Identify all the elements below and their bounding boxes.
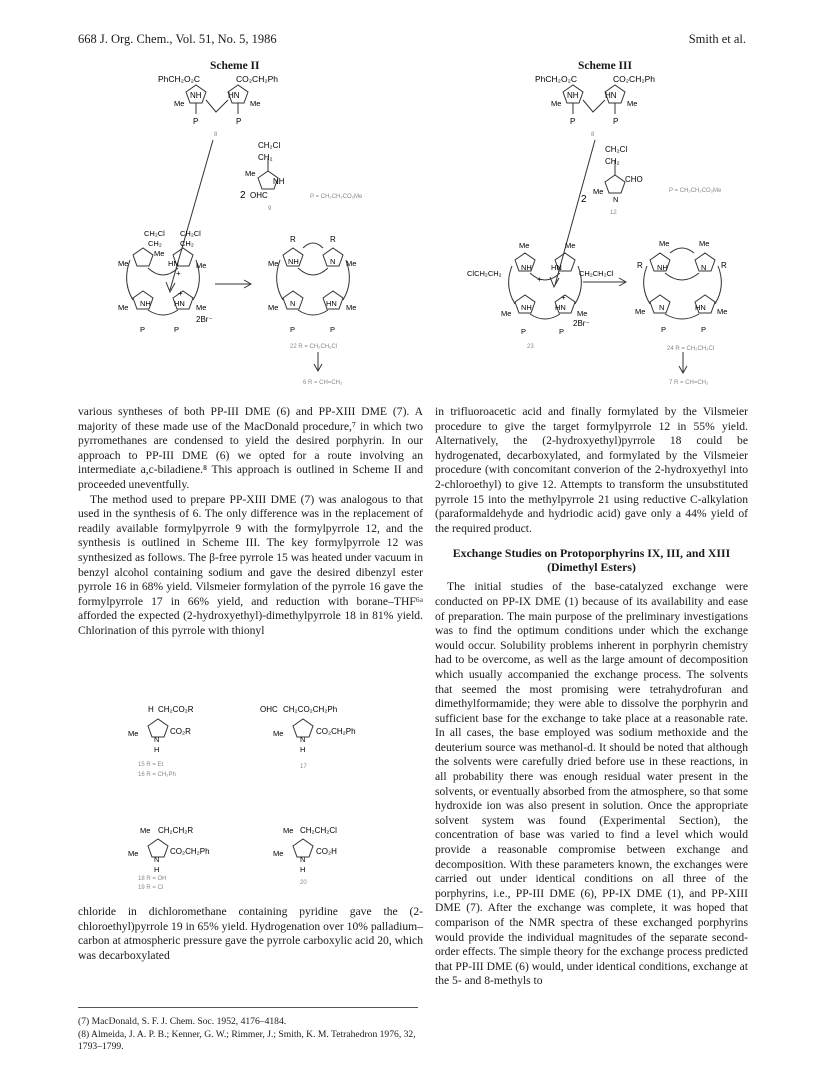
pyr-c-me: Me [128,849,139,858]
scheme-ii-title: Scheme II [210,60,260,72]
s2-bil-me1: Me [118,259,129,268]
footnote-rule [78,1007,418,1008]
pyr-b-h: H [300,745,306,754]
s2-por-n1: N [330,257,336,266]
s3-top-left: PhCH₂O₂C [535,74,578,84]
s2-bil-ch2cl-b: CH₂Cl [180,229,201,238]
s2-bil-ch2-b: CH₂ [180,239,194,248]
s3-top-right: CO₂CH₂Ph [613,74,656,84]
s2-p-definition: P = CH₂CH₂CO₂Me [310,194,363,200]
s2-label-22: 22 R = CH₂CH₂Cl [290,344,338,350]
pyr-label-17: 17 [300,764,307,770]
s3-por-hn: HN [695,303,706,312]
s3-por-nh: NH [657,263,668,272]
s3-por-p1: P [661,325,667,334]
s2-por-r2: R [330,235,336,244]
s2-ohc: OHC [250,191,268,200]
pyr-d-h: H [300,865,306,874]
pyr-d-top: CH₂CH₂Cl [300,826,337,835]
s2-por-me1: Me [268,259,279,268]
s2-por-n2: N [290,299,296,308]
s2-bil-nh: NH [140,299,151,308]
pyr-d-n: N [300,855,306,864]
s3-bil-br: 2Br⁻ [573,319,590,328]
s3-p1: P [570,117,576,126]
pyr-a-me: Me [128,729,139,738]
left-paragraph-3: chloride in dichloromethane containing pyridine gave the (2-chloroethyl)pyrrole 19 in 65% yield. Hydrogenation over 10% palladium–carbon at atmospheric pressure gave the pyrrole carboxylic acid 20, which was decarboxylated [78,905,423,962]
s2-bil-p2: P [174,325,180,334]
s3-label-24: 24 R = CH₂CH₂Cl [667,346,715,352]
s2-label-8: 8 [214,132,218,138]
s3-ch2cl: CH₂Cl [605,145,628,154]
s3-por-me-l: Me [635,307,646,316]
pyr-label-18: 18 R = OH [138,876,167,882]
s3-bil-me-r: Me [577,309,588,318]
pyr-c-top: CH₂CH₂R [158,826,194,835]
s3-por-n1: N [701,263,707,272]
s2-por-me2: Me [346,259,357,268]
s3-nh3: N [613,195,619,204]
s3-por-r2: R [721,261,727,270]
s3-bil-me-top1: Me [519,241,530,250]
s2-bil-plus1: + [176,269,181,278]
s3-ch2: CH₂ [605,157,620,166]
s2-por-nh: NH [288,257,299,266]
s3-label-8: 8 [591,132,595,138]
s3-label-12: 12 [610,210,617,216]
s2-two: 2 [240,190,246,201]
s2-nh3: NH [273,177,285,186]
pyr-b-me: Me [273,729,284,738]
scheme-iii-graphic [455,70,785,400]
s3-p-definition: P = CH₂CH₂CO₂Me [669,188,722,194]
footnote-7: (7) MacDonald, S. F. J. Chem. Soc. 1952, 4176–4184. [78,1016,287,1027]
s2-p2: P [236,117,242,126]
running-header-right: Smith et al. [688,32,746,46]
pyr-label-16: 16 R = CH₂Ph [138,772,176,778]
left-paragraph-1: various syntheses of both PP-III DME (6) and PP-XIII DME (7). A majority of these made use of the MacDonald procedure,⁷ in which two pyrromethanes are condensed to yield the desired porphyrin. In our approach to PP-III DME (6) we opted for a route involving an intermediate a,c-biladiene.⁸ This approach is outlined in Scheme II and proceeded uneventfully. [78,405,423,491]
s2-nh2: HN [228,91,240,100]
s2-top-left: PhCH₂O₂C [158,74,201,84]
s2-nh1: NH [190,91,202,100]
s3-two: 2 [581,194,587,205]
s3-por-p2: P [701,325,707,334]
right-column [435,405,748,989]
s2-bil-ch2-a: CH₂ [148,239,162,248]
s2-bil-me5: Me [196,303,207,312]
s2-ch2: CH₂ [258,153,273,162]
s3-bil-me-l: Me [501,309,512,318]
right-paragraph-1: in trifluoroacetic acid and finally formylated by the Vilsmeier procedure to give the target formylpyrrole 12 in 55% yield. Alternatively, the (2-hydroxyethyl)pyrrole 18 could be hydrogenated, decarboxylated, and formylated by the Vilsmeier procedure (with concomitant converion of the 2-hydroxyethyl into 2-chloroethyl) to give 12. Attempts to transform the unsubstituted pyrrole 15 into the methylpyrrole 21 using reductive C-alkylation (paraformaldehyde and hydriodic acid) gave only a 44% yield of the required product. [435,405,748,535]
s3-label-7: 7 R = CH=CH₂ [669,380,709,386]
scheme-ii-graphic [78,70,458,410]
running-header-left: 668 J. Org. Chem., Vol. 51, No. 5, 1986 [78,32,277,46]
s3-bil-p1: P [521,327,527,336]
pyr-c-me-top: Me [140,826,151,835]
s2-por-r1: R [290,235,296,244]
pyr-label-15: 15 R = Et [138,762,164,768]
pyr-label-20: 20 [300,880,307,886]
s2-bil-hn2: HN [174,299,185,308]
pyr-d-me-top: Me [283,826,294,835]
s3-por-n2: N [659,303,665,312]
s3-bil-right: CH₂CH₂Cl [579,269,614,278]
s2-label-9: 9 [268,206,272,212]
s2-ch2cl: CH₂Cl [258,141,281,150]
pyr-b-co2: CO₂CH₂Ph [316,727,356,736]
pyr-c-n: N [154,855,160,864]
s3-p2: P [613,117,619,126]
s2-bil-hn: HN [168,259,179,268]
pyr-b-ohc: OHC [260,705,278,714]
s3-por-me-top1: Me [659,239,670,248]
s3-bil-hn: HN [551,263,562,272]
s3-cho: CHO [625,175,643,184]
pyr-b-n: N [300,735,306,744]
s2-por-me3: Me [268,303,279,312]
s3-por-me-r: Me [717,307,728,316]
s3-nh2: HN [605,91,617,100]
s2-bil-me2: Me [154,249,165,258]
left-paragraph-2: The method used to prepare PP-XIII DME (7) was analogous to that used in the synthesis of 6. The only difference was in the replacement of readily available formylpyrrole 9 with the formylpyrrole 12, and the synthesis is outlined in Scheme III. The key formylpyrrole 12 was synthesized as follows. The β-free pyrrole 15 was heated under vacuum in benzyl alcohol containing sodium and gave the desired dibenzyl ester pyrrole 16 in 68% yield. Vilsmeier formylation of the pyrrole 16 gave the formylpyrrole 17 in 66% yield, and reduction with borane–THF⁶ᵃ afforded the expected (2-hydroxyethyl)-dimethylpyrrole 18 in 81% yield. Chlorination of this pyrrole with thionyl [78,492,423,637]
s3-bil-hn2: HN [555,303,566,312]
s3-bil-nh2: NH [521,303,532,312]
pyr-c-co2: CO₂CH₂Ph [170,847,210,856]
s2-por-me4: Me [346,303,357,312]
right-paragraph-2: The initial studies of the base-catalyzed exchange were conducted on PP-IX DME (1) because of its availability and ease of preparation. The main purpose of the preliminary investigations was to find the optimum conditions under which the exchange would occur. Solubility problems inherent in porphyrin chemistry had to be overcome, as well as the large amount of decomposition which usually accompanied the exchange process. The solvents that seemed the most promising were tetrahydrofuran and dimethylformamide; they were able to dissolve the porphyrin and sufficient base for the exchange to take place at a reasonable rate. In all cases, the base employed was sodium methoxide and the deuterium source was methanol-d. It should be noted that although the solvents were carefully dried before use in these reactions, in all probability there was enough residual water present in the solvents, or eventually absorbed from the atmosphere, so that some hydroxide ion was also present in solution. Once the appropriate solvent system was found (Experimental Section), the concentration of base was varied to find a level which would provide a reasonable compromise between exchange and decomposition. With these parameters known, the exchanges were carried out under identical conditions on all three of the porphyrins, i.e., PP-III DME (6), PP-IX DME (1), and PP-XIII DME (7). After the exchange was complete, it was hoped that comparison of the NMR spectra of these exchanged porphyrins would provide the individual magnitudes of the separate second-order effects. The simple theory for the exchange process predicted that PP-III DME (6) would, under identical conditions, exchange at the 5- and 8-methyls to [435,580,748,988]
pyr-d-me: Me [273,849,284,858]
s3-nh1: NH [567,91,579,100]
s2-me1: Me [174,99,185,108]
footnote-8: (8) Almeida, J. A. P. B.; Kenner, G. W.; Rimmer, J.; Smith, K. M. Tetrahedron 1976, 32, 1793–1799. [78,1029,416,1052]
s2-por-p1: P [290,325,296,334]
s2-top-right: CO₂CH₂Ph [236,74,279,84]
section-heading: Exchange Studies on Protoporphyrins IX, III, and XIII (Dimethyl Esters) [452,546,731,575]
s3-bil-nh: NH [521,263,532,272]
s3-por-r1: R [637,261,643,270]
s3-me2: Me [627,99,638,108]
s3-bil-me-top2: Me [565,241,576,250]
left-column-bottom [78,905,423,963]
s3-bil-p2: P [559,327,565,336]
s2-bil-me3: Me [196,261,207,270]
pyr-a-h2: H [154,745,160,754]
pyr-a-top: CH₂CO₂R [158,705,194,714]
pyr-label-19: 19 R = Cl [138,885,164,891]
pyr-a-n: N [154,735,160,744]
pyr-a-co2r: CO₂R [170,727,191,736]
pyr-d-co2: CO₂H [316,847,337,856]
s2-label-6: 6 R = CH=CH₂ [303,380,343,386]
s2-bil-me4: Me [118,303,129,312]
s3-bil-plus1: + [537,275,542,284]
s2-bil-p1: P [140,325,146,334]
left-column-top [78,405,423,639]
s2-me2: Me [250,99,261,108]
s2-bil-ch2cl-a: CH₂Cl [144,229,165,238]
s3-bil-left: ClCH₂CH₂ [467,269,502,278]
s2-por-hn: HN [326,299,337,308]
scheme-iii-title: Scheme III [578,60,632,72]
s3-me3: Me [593,187,604,196]
s2-me3: Me [245,169,256,178]
s3-me1: Me [551,99,562,108]
s3-bil-plus2: + [561,293,566,302]
s3-label-23: 23 [527,344,534,350]
s2-bil-br: 2Br⁻ [196,315,213,324]
s2-p1: P [193,117,199,126]
s2-bil-plus2: + [178,289,183,298]
pyr-a-h: H [148,705,154,714]
s3-por-me-top2: Me [699,239,710,248]
pyr-c-h: H [154,865,160,874]
pyr-b-top: CH₂CO₂CH₂Ph [283,705,338,714]
s2-por-p2: P [330,325,336,334]
pyrrole-structures-graphic [78,700,423,890]
